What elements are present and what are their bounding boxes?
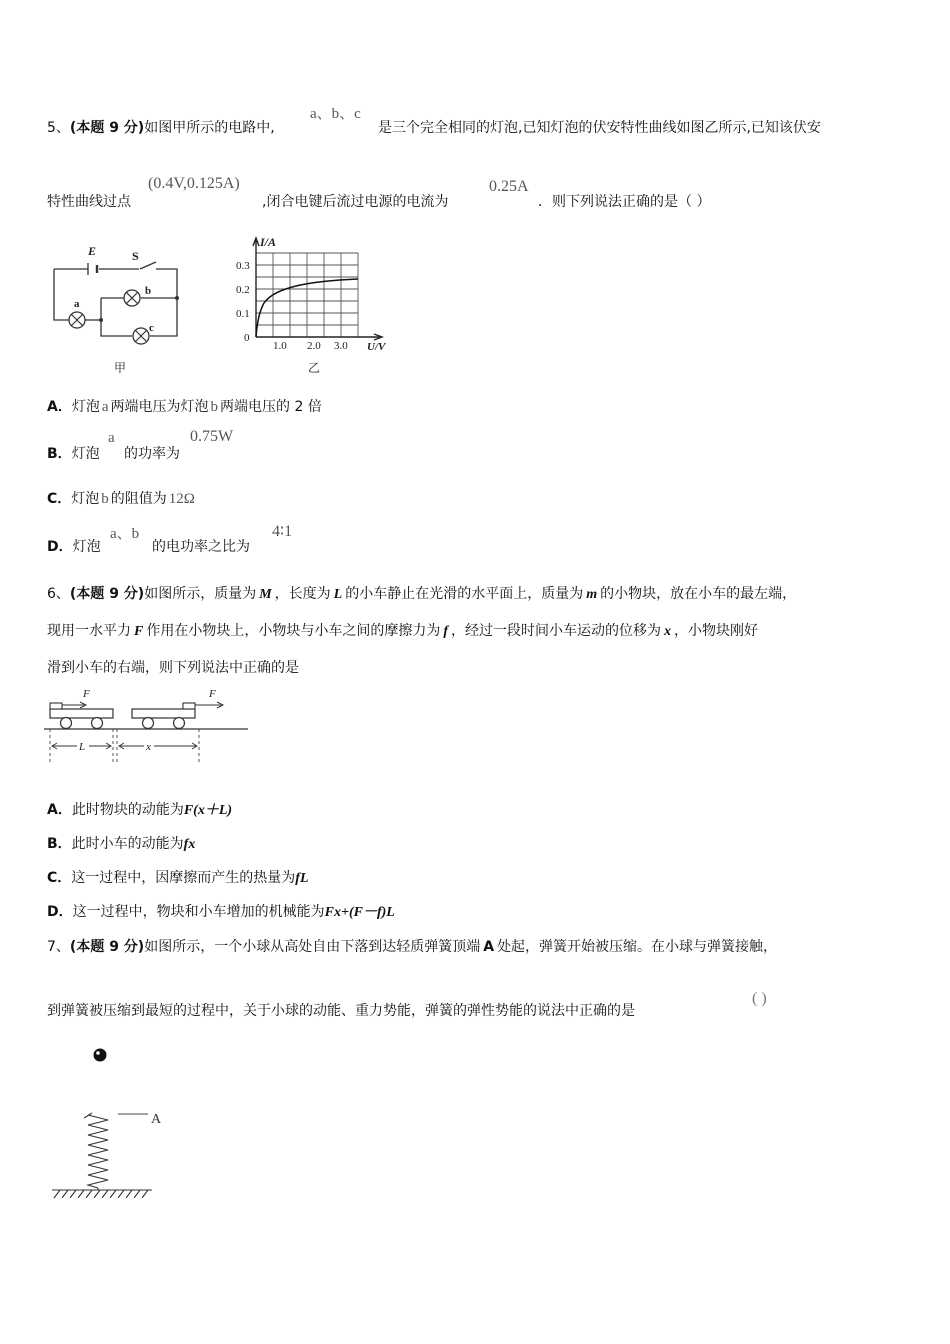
q6-line3: 滑到小车的右端，则下列说法中正确的是	[47, 660, 299, 676]
option-text: 灯泡	[71, 446, 100, 462]
circuit-caption: 甲	[114, 361, 127, 375]
q5-line2-text-a: 特性曲线过点	[47, 194, 131, 210]
option-math: a	[101, 399, 109, 415]
option-expr: fL	[295, 871, 309, 886]
q5-point: (0.4V,0.125A)	[148, 175, 240, 192]
q6-text: 现用一水平力	[47, 623, 131, 639]
option-math: 12Ω	[168, 491, 195, 507]
option-text: 此时小车的动能为	[71, 836, 184, 852]
q5-line1-text-a: 如图甲所示的电路中,	[144, 120, 275, 136]
option-label: B．	[47, 446, 72, 462]
spring-label-A: A	[151, 1112, 162, 1127]
q7-text: 处起，弹簧开始被压缩。在小球与弹簧接触，	[497, 939, 778, 955]
q7-line1	[47, 936, 777, 956]
option-text: 灯泡	[72, 539, 101, 555]
circuit-label-E: E	[88, 244, 97, 258]
q7-answer-paren: ( )	[752, 990, 767, 1007]
option-label: C．	[47, 870, 72, 886]
option-label: D．	[47, 904, 73, 920]
option-text: 这一过程中，物块和小车增加的机械能为	[72, 904, 325, 920]
q7-prefix: 7、	[47, 939, 70, 955]
option-label: B．	[47, 836, 72, 852]
q6-var: M	[259, 587, 272, 602]
q6-line1	[47, 583, 796, 603]
q6-cart-figure	[44, 684, 250, 766]
graph-ylabel: I/A	[260, 235, 277, 249]
ytick-0.1: 0.1	[236, 308, 250, 320]
q6-var: f	[443, 624, 449, 639]
q6-option-d[interactable]	[47, 901, 395, 921]
q7-spring-figure	[48, 1040, 168, 1200]
q5-line1	[47, 117, 275, 137]
graph-xlabel: U/V	[367, 341, 386, 353]
graph-origin: 0	[244, 332, 250, 344]
q7-score: (本题 9 分)	[69, 939, 145, 955]
option-label: A．	[47, 399, 72, 415]
q6-option-c[interactable]	[47, 867, 309, 887]
q6-text: ，长度为	[274, 586, 331, 602]
q6-var: L	[333, 587, 343, 602]
q5-option-b-math1: a	[108, 430, 115, 446]
option-text: 两端电压为灯泡	[110, 399, 209, 415]
q5-current: 0.25A	[489, 178, 529, 195]
ground-hatching	[52, 1190, 152, 1198]
cart-force-F2: F	[209, 688, 216, 700]
q6-score: (本题 9 分)	[69, 586, 145, 602]
q6-var: x	[664, 624, 672, 639]
xtick-2.0: 2.0	[307, 340, 321, 352]
option-math: b	[101, 491, 109, 507]
q6-text: 如图所示，质量为	[144, 586, 257, 602]
option-text: 灯泡	[71, 491, 100, 507]
graph-caption: 乙	[308, 361, 321, 375]
q7-text: 如图所示，一个小球从高处自由下落到达轻质弹簧顶端	[144, 939, 481, 955]
option-text: 的阻值为	[110, 491, 167, 507]
q6-text: ，小物块刚好	[674, 623, 759, 639]
q6-text: ，经过一段时间小车运动的位移为	[451, 623, 662, 639]
q5-prefix: 5、	[47, 120, 70, 136]
q5-option-c[interactable]	[47, 488, 197, 508]
q5-option-b[interactable]	[47, 443, 100, 463]
q5-option-a[interactable]	[47, 396, 322, 416]
dimension-x: x	[146, 741, 151, 753]
q6-var: m	[586, 587, 598, 602]
q5-option-d[interactable]	[47, 536, 101, 556]
q6-option-a[interactable]	[47, 799, 232, 819]
option-text: 这一过程中，因摩擦而产生的热量为	[71, 870, 296, 886]
option-expr: Fx+(F－f)L	[324, 905, 395, 920]
q5-circuit-diagram	[44, 236, 194, 378]
graph-grid	[256, 253, 358, 337]
q7-line2: 到弹簧被压缩到最短的过程中，关于小球的动能、重力势能，弹簧的弹性势能的说法中正确的是	[47, 1003, 635, 1019]
circuit-label-c: c	[149, 322, 154, 334]
q5-option-d-math1: a、b	[110, 526, 140, 542]
option-expr: fx	[183, 837, 196, 852]
option-expr: F(x＋L)	[183, 803, 233, 818]
circuit-label-b: b	[145, 285, 152, 297]
ytick-0.2: 0.2	[236, 284, 250, 296]
option-text: 此时物块的动能为	[71, 802, 184, 818]
q6-line2	[47, 620, 758, 640]
q6-text: 的小车静止在光滑的水平面上，质量为	[345, 586, 584, 602]
spring	[84, 1113, 108, 1190]
q6-text: 的小物块，放在小车的最左端，	[600, 586, 797, 602]
q6-var: F	[134, 624, 144, 639]
q6-prefix: 6、	[47, 586, 70, 602]
q5-score: (本题 9 分)	[69, 120, 145, 136]
q5-option-d-text2: 的电功率之比为	[152, 539, 250, 555]
cart-force-F1: F	[83, 688, 90, 700]
option-label: A．	[47, 802, 72, 818]
q6-text: 作用在小物块上，小物块与小车之间的摩擦力为	[146, 623, 441, 639]
dimension-L: L	[79, 741, 86, 753]
q5-option-b-math2: 0.75W	[190, 428, 234, 445]
option-text: 两端电压的 2 倍	[220, 399, 322, 415]
q6-option-b[interactable]	[47, 833, 195, 853]
q5-line2-text-c: ．则下列说法正确的是（ ）	[538, 194, 711, 210]
falling-ball	[94, 1049, 107, 1062]
circuit-label-S: S	[132, 249, 139, 263]
xtick-3.0: 3.0	[334, 340, 348, 352]
q5-line2-text-b: ,闭合电键后流过电源的电流为	[262, 194, 449, 210]
xtick-1.0: 1.0	[273, 340, 287, 352]
q5-bulbs-abc: a、b、c	[310, 106, 361, 122]
ytick-0.3: 0.3	[236, 260, 250, 272]
q7-point-A: A	[483, 939, 495, 955]
q5-line1-text-b: 是三个完全相同的灯泡,已知灯泡的伏安特性曲线如图乙所示,已知该伏安	[378, 120, 821, 136]
q5-iu-graph	[230, 228, 400, 378]
option-text: 灯泡	[71, 399, 100, 415]
q5-option-b-text2: 的功率为	[124, 446, 180, 462]
option-label: D．	[47, 539, 73, 555]
circuit-label-a: a	[74, 298, 80, 310]
option-math: b	[210, 399, 219, 415]
q5-option-d-math2: 4∶1	[272, 523, 293, 540]
option-label: C．	[47, 491, 72, 507]
